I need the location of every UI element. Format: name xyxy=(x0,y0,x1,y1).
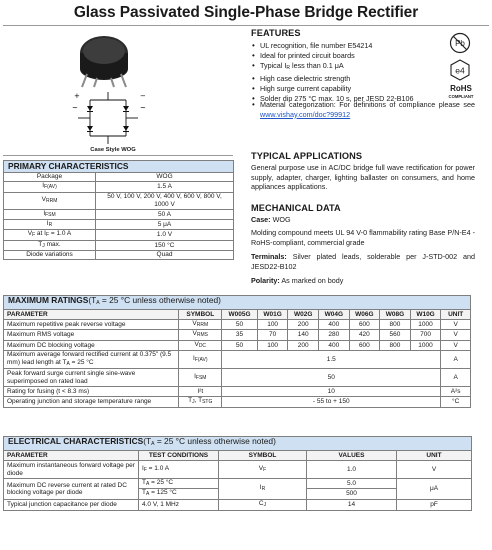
title-rule xyxy=(3,25,489,26)
terminals-label: Terminals: xyxy=(251,252,287,261)
table-row xyxy=(4,369,471,387)
column-header: VALUES xyxy=(307,451,397,461)
mechanical-polarity xyxy=(251,276,475,286)
value-cell: 50 xyxy=(222,320,258,330)
feature-item: • UL recognition, file number E54214 xyxy=(251,41,446,51)
table-header-row xyxy=(4,310,471,320)
value-cell: 1.5 xyxy=(222,351,441,369)
page-title: Glass Passivated Single-Phase Bridge Rectifier xyxy=(73,4,419,21)
param-cell: Maximum RMS voltage xyxy=(4,330,179,340)
symbol-cell: $V_{RRM}$ xyxy=(179,320,222,330)
table-row xyxy=(4,219,234,229)
value-cell: 600 xyxy=(349,340,380,350)
value-cell: 500 xyxy=(307,489,397,499)
value-cell: 50 V, 100 V, 200 V, 400 V, 600 V, 800 V, 1000 V xyxy=(96,192,234,209)
condition-cell: 4.0 V, 1 MHz xyxy=(139,499,219,510)
typical-applications-text: General purpose use in AC/DC bridge full wave rectification for power supply, adapter, charger, lighting ballaster on consumers, and home appliances applications. xyxy=(251,163,475,192)
electrical-characteristics-heading: ELECTRICAL $CHARACTERISTICS(T_A = 25$ °C unless otherwise noted) xyxy=(4,437,472,451)
feature-item: • High case dielectric strength xyxy=(251,74,446,84)
svg-text:Pb: Pb xyxy=(455,39,465,48)
param-cell: $V_F$ at $I_F = 1.0$ A xyxy=(4,230,96,240)
value-cell: 400 xyxy=(319,320,350,330)
polarity-label: Polarity: xyxy=(251,276,280,285)
value-cell: 14 xyxy=(307,499,397,510)
rohs-label: RoHS xyxy=(450,84,472,93)
unit-cell: V xyxy=(441,320,471,330)
column-header: W02G xyxy=(288,310,319,320)
symbol-cell: $V_F$ xyxy=(219,461,307,479)
component-photo xyxy=(40,30,170,88)
param-cell: Rating for fusing (t < 8.3 ms) xyxy=(4,387,179,397)
image-rule xyxy=(3,155,233,156)
value-cell: 1000 xyxy=(410,340,441,350)
condition-cell: $T_A = 125$ °C xyxy=(139,489,219,499)
polarity-value: As marked on body xyxy=(279,276,344,285)
mechanical-terminals xyxy=(251,252,475,271)
condition-cell: $T_A = 25$ °C xyxy=(139,479,219,489)
compliance-link[interactable]: www.vishay.com/doc?99912 xyxy=(260,109,351,119)
condition-cell: $I_F = 1.0$ A xyxy=(139,461,219,479)
table-row xyxy=(4,330,471,340)
param-cell: Maximum DC reverse current at rated DC blocking voltage per diode xyxy=(4,479,139,500)
value-cell: 150 °C xyxy=(96,240,234,250)
symbol-cell: $I_{FSM}$ xyxy=(179,369,222,387)
param-cell: $T_J$ max. xyxy=(4,240,96,250)
symbol-cell: $I_{F(AV)}$ xyxy=(179,351,222,369)
value-cell: 140 xyxy=(288,330,319,340)
table-row xyxy=(4,387,471,397)
value-cell: 5 μA xyxy=(96,219,234,229)
param-cell: Typical junction capacitance per diode xyxy=(4,499,139,510)
column-header: W04G xyxy=(319,310,350,320)
feature-item: • Typical $I_R$ less than 0.1 μA xyxy=(251,61,446,74)
unit-cell: A xyxy=(441,369,471,387)
table-row xyxy=(4,192,234,209)
symbol-cell: $V_{DC}$ xyxy=(179,340,222,350)
table-row xyxy=(4,240,234,250)
unit-cell: A²s xyxy=(441,387,471,397)
table-row xyxy=(4,499,472,510)
svg-text:e4: e4 xyxy=(455,65,465,76)
electrical-characteristics-table xyxy=(3,436,472,511)
value-cell: 1000 xyxy=(410,320,441,330)
table-row xyxy=(4,479,472,489)
column-header: W005G xyxy=(222,310,258,320)
features-heading: FEATURES xyxy=(251,28,301,38)
value-cell: 35 xyxy=(222,330,258,340)
value-cell: 70 xyxy=(257,330,288,340)
features-list xyxy=(251,41,446,103)
case-value: WOG xyxy=(270,215,291,224)
table-row xyxy=(4,397,471,407)
svg-text:+: + xyxy=(74,92,80,100)
table-row xyxy=(4,351,471,369)
symbol-cell: $V_{RMS}$ xyxy=(179,330,222,340)
value-cell: 400 xyxy=(319,340,350,350)
value-cell: 800 xyxy=(380,320,411,330)
column-header: SYMBOL xyxy=(179,310,222,320)
column-header: TEST CONDITIONS xyxy=(139,451,219,461)
unit-cell: μA xyxy=(397,479,472,500)
feature-item: • Ideal for printed circuit boards xyxy=(251,51,446,61)
table-row xyxy=(4,209,234,219)
param-cell: Maximum average forward rectified current at 0.375" (9.5 mm) lead length at $T_A = 25$ °C xyxy=(4,351,179,369)
value-cell: - 55 to + 150 xyxy=(222,397,441,407)
value-cell: 100 xyxy=(257,340,288,350)
table-row xyxy=(4,173,234,182)
table-row xyxy=(4,230,234,240)
mechanical-data-heading: MECHANICAL DATA xyxy=(251,203,341,213)
unit-cell: V xyxy=(441,340,471,350)
param-cell: Package xyxy=(4,173,96,182)
value-cell: 5.0 xyxy=(307,479,397,489)
table-row xyxy=(4,340,471,350)
svg-text:~: ~ xyxy=(72,104,78,112)
column-header: W06G xyxy=(349,310,380,320)
rohs-compliant-label: COMPLIANT xyxy=(448,94,474,99)
value-cell: 1.0 V xyxy=(96,230,234,240)
param-cell: Maximum repetitive peak reverse voltage xyxy=(4,320,179,330)
unit-cell: °C xyxy=(441,397,471,407)
value-cell: 1.0 xyxy=(307,461,397,479)
case-style-label: Case Style WOG xyxy=(90,147,136,153)
primary-characteristics-table xyxy=(3,160,234,260)
value-cell: 280 xyxy=(319,330,350,340)
value-cell: 10 xyxy=(222,387,441,397)
value-cell: Quad xyxy=(96,251,234,260)
symbol-cell: $T_J$, $T_{STG}$ xyxy=(179,397,222,407)
maximum-ratings-table xyxy=(3,295,471,408)
column-header: W08G xyxy=(380,310,411,320)
param-cell: Operating junction and storage temperature range xyxy=(4,397,179,407)
value-cell: 50 A xyxy=(96,209,234,219)
value-cell: 50 xyxy=(222,369,441,387)
column-header: W10G xyxy=(410,310,441,320)
mechanical-molding: Molding compound meets UL 94 V-0 flammability rating Base P/N-E4 - RoHS-compliant, commercial grade xyxy=(251,228,475,247)
material-categorization: • Material categorization: For definitions of compliance please see www.vishay.com/doc?99912 xyxy=(252,100,475,119)
feature-item: • High surge current capability xyxy=(251,84,446,94)
value-cell: 600 xyxy=(349,320,380,330)
value-cell: 50 xyxy=(222,340,258,350)
svg-text:−: − xyxy=(140,92,146,100)
column-header: SYMBOL xyxy=(219,451,307,461)
column-header: UNIT xyxy=(441,310,471,320)
typical-applications-heading: TYPICAL APPLICATIONS xyxy=(251,151,363,161)
column-header: PARAMETER xyxy=(4,451,139,461)
svg-text:~: ~ xyxy=(140,104,146,112)
symbol-cell: $I_R$ xyxy=(219,479,307,500)
value-cell: 1.5 A xyxy=(96,182,234,192)
unit-cell: A xyxy=(441,351,471,369)
param-cell: Maximum DC blocking voltage xyxy=(4,340,179,350)
table-row xyxy=(4,461,472,479)
unit-cell: V xyxy=(441,330,471,340)
column-header: W01G xyxy=(257,310,288,320)
value-cell: WOG xyxy=(96,173,234,182)
table-header-row xyxy=(4,451,472,461)
param-cell: $I_{FSM}$ xyxy=(4,209,96,219)
symbol-cell: $C_J$ xyxy=(219,499,307,510)
value-cell: 420 xyxy=(349,330,380,340)
bridge-circuit-diagram xyxy=(70,88,150,146)
material-text: Material categorization: For definitions of compliance please see xyxy=(260,100,475,109)
param-cell: $V_{RRM}$ xyxy=(4,192,96,209)
table-row xyxy=(4,251,234,260)
unit-cell: pF xyxy=(397,499,472,510)
param-cell: Maximum instantaneous forward voltage per diode xyxy=(4,461,139,479)
unit-cell: V xyxy=(397,461,472,479)
maximum-ratings-heading: MAXIMUM $RATINGS(T_A = 25$ °C unless otherwise noted) xyxy=(4,296,471,310)
primary-characteristics-heading: PRIMARY CHARACTERISTICS xyxy=(4,161,234,173)
param-cell: $I_R$ xyxy=(4,219,96,229)
value-cell: 200 xyxy=(288,320,319,330)
terminals-value: Silver plated leads, solderable per J-STD-002 and JESD22-B102 xyxy=(251,252,475,271)
mechanical-case xyxy=(251,215,475,225)
table-row xyxy=(4,320,471,330)
value-cell: 700 xyxy=(410,330,441,340)
param-cell: Peak forward surge current single sine-wave superimposed on rated load xyxy=(4,369,179,387)
param-cell: $I_{F(AV)}$ xyxy=(4,182,96,192)
symbol-cell: I²t xyxy=(179,387,222,397)
column-header: PARAMETER xyxy=(4,310,179,320)
feature-item: • Solder dip 275 °C max. 10 s, per JESD 22-B106 xyxy=(251,94,446,104)
e4-icon xyxy=(449,59,471,81)
value-cell: 100 xyxy=(257,320,288,330)
case-label: Case: xyxy=(251,215,271,224)
table-row xyxy=(4,182,234,192)
value-cell: 560 xyxy=(380,330,411,340)
column-header: UNIT xyxy=(397,451,472,461)
pb-free-icon xyxy=(449,32,471,54)
value-cell: 200 xyxy=(288,340,319,350)
value-cell: 800 xyxy=(380,340,411,350)
param-cell: Diode variations xyxy=(4,251,96,260)
